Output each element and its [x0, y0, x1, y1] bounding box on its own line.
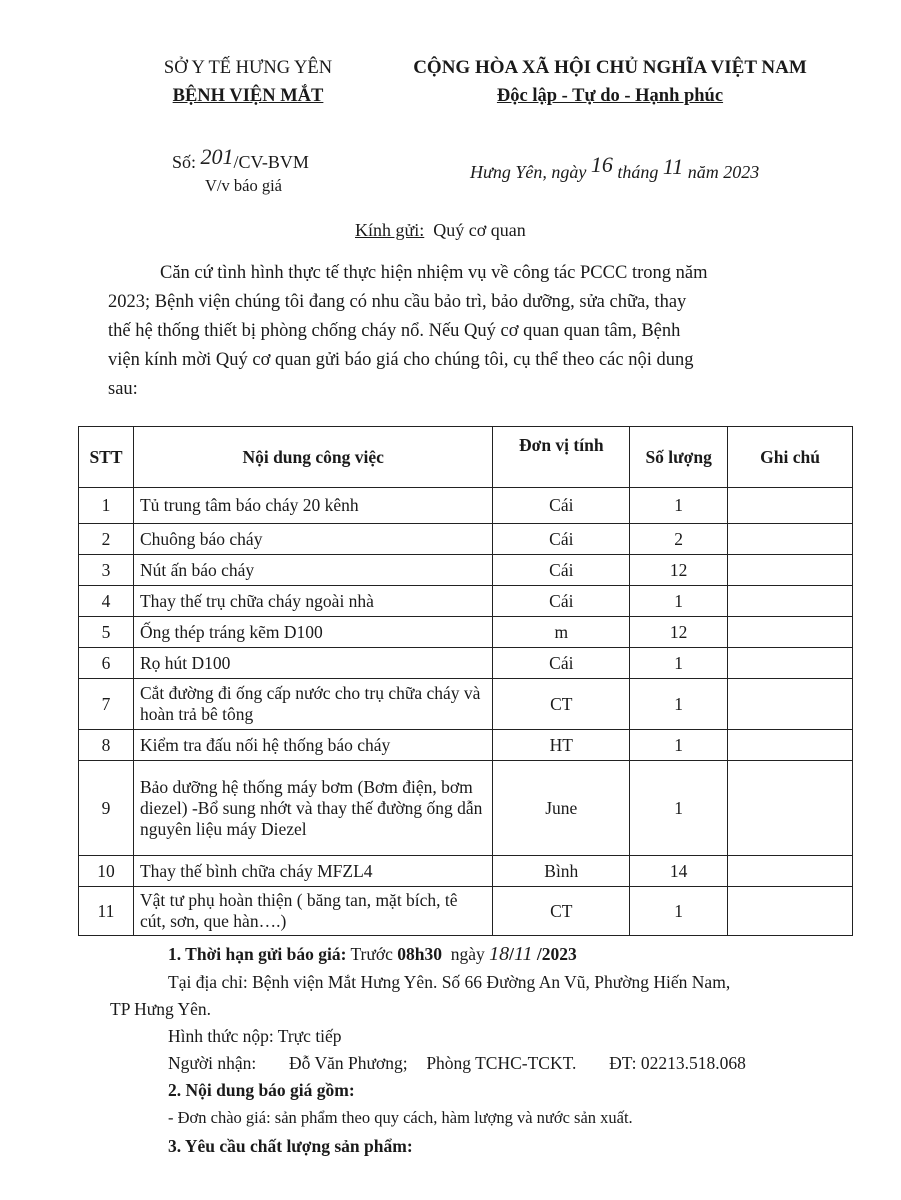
row-note — [728, 524, 853, 555]
row-content: Bảo dưỡng hệ thống máy bơm (Bơm điện, bơm diezel) -Bổ sung nhớt và thay thế đường ống dẫn nguyên liệu máy Diezel — [133, 761, 492, 856]
address-line-2: TP Hưng Yên. — [110, 999, 212, 1019]
table-row — [79, 555, 853, 586]
table-row — [79, 488, 853, 524]
intro-line: viện kính mời Quý cơ quan gửi báo giá cho chúng tôi, cụ thể theo các nội dung — [108, 350, 694, 370]
hospital-name-text: BỆNH VIỆN MẮT — [172, 86, 324, 106]
row-qty: 1 — [630, 730, 728, 761]
row-qty: 1 — [630, 761, 728, 856]
row-content: Vật tư phụ hoàn thiện ( băng tan, mặt bích, tê cút, sơn, que hàn….) — [133, 887, 492, 936]
row-note — [728, 555, 853, 586]
hospital-name — [128, 86, 368, 107]
row-note — [728, 679, 853, 730]
greeting-recipient: Quý cơ quan — [433, 220, 526, 240]
table-row — [79, 524, 853, 555]
row-stt: 3 — [79, 555, 134, 586]
row-unit: Cái — [493, 524, 630, 555]
row-stt: 1 — [79, 488, 134, 524]
table-header-row — [79, 427, 853, 488]
intro-line: Căn cứ tình hình thực tế thực hiện nhiệm vụ về công tác PCCC trong năm — [160, 263, 708, 283]
row-unit: Cái — [493, 555, 630, 586]
row-qty: 1 — [630, 679, 728, 730]
row-stt: 8 — [79, 730, 134, 761]
row-content: Ống thép tráng kẽm D100 — [133, 617, 492, 648]
row-stt: 7 — [79, 679, 134, 730]
row-qty: 14 — [630, 856, 728, 887]
row-note — [728, 856, 853, 887]
table-row — [79, 730, 853, 761]
row-note — [728, 887, 853, 936]
table-row — [79, 586, 853, 617]
intro-line: sau: — [108, 379, 138, 399]
intro-paragraph — [108, 259, 853, 404]
row-stt: 11 — [79, 887, 134, 936]
row-note — [728, 488, 853, 524]
row-stt: 6 — [79, 648, 134, 679]
national-motto-text: Độc lập - Tự do - Hạnh phúc — [496, 86, 724, 106]
row-content: Thay thế bình chữa cháy MFZL4 — [133, 856, 492, 887]
section-3-title: 3. Yêu cầu chất lượng sản phẩm: — [168, 1136, 413, 1156]
row-content: Thay thế trụ chữa cháy ngoài nhà — [133, 586, 492, 617]
row-unit: Cái — [493, 648, 630, 679]
table-row — [79, 856, 853, 887]
quotation-table — [78, 426, 853, 936]
header-content: Nội dung công việc — [133, 427, 492, 488]
row-unit: Cái — [493, 586, 630, 617]
row-note — [728, 617, 853, 648]
row-qty: 12 — [630, 617, 728, 648]
receiver-name: Đỗ Văn Phương; — [289, 1053, 408, 1073]
row-stt: 9 — [79, 761, 134, 856]
date-day-handwritten: 16 — [590, 152, 613, 177]
section-1-title: 1. Thời hạn gửi báo giá: — [168, 944, 347, 964]
receiver-dept: Phòng TCHC-TCKT. — [426, 1053, 577, 1073]
table-row — [79, 617, 853, 648]
section-2-title: 2. Nội dung báo giá gồm: — [168, 1080, 355, 1100]
document-date — [470, 152, 760, 184]
deadline-day-handwritten: 18 — [489, 943, 510, 965]
row-note — [728, 761, 853, 856]
row-qty: 1 — [630, 586, 728, 617]
row-unit: HT — [493, 730, 630, 761]
row-unit: Cái — [493, 488, 630, 524]
row-unit: June — [493, 761, 630, 856]
row-note — [728, 586, 853, 617]
section-2-item: - Đơn chào giá: sản phẩm theo quy cách, hàm lượng và nước sản xuất. — [168, 1108, 633, 1127]
row-qty: 1 — [630, 488, 728, 524]
row-stt: 4 — [79, 586, 134, 617]
date-place: Hưng Yên, ngày — [470, 162, 587, 182]
row-qty: 1 — [630, 648, 728, 679]
row-content: Nút ấn báo cháy — [133, 555, 492, 586]
row-unit: CT — [493, 887, 630, 936]
row-unit: m — [493, 617, 630, 648]
row-stt: 10 — [79, 856, 134, 887]
date-month-label: tháng — [617, 162, 659, 182]
row-qty: 12 — [630, 555, 728, 586]
row-unit: Bình — [493, 856, 630, 887]
greeting — [355, 220, 526, 241]
greeting-label: Kính gửi: — [355, 220, 425, 240]
table-row — [79, 761, 853, 856]
row-stt: 5 — [79, 617, 134, 648]
row-qty: 2 — [630, 524, 728, 555]
deadline-year: /2023 — [536, 944, 577, 964]
row-unit: CT — [493, 679, 630, 730]
doc-number-handwritten: 201 — [200, 144, 234, 169]
row-content: Tủ trung tâm báo cháy 20 kênh — [133, 488, 492, 524]
address-line: Tại địa chỉ: Bệnh viện Mắt Hưng Yên. Số 66 Đường An Vũ, Phường Hiến Nam, — [168, 972, 731, 992]
section-1-deadline: 1. Thời hạn gửi báo giá: Trước 08h30 ngày 18/11 /2023 — [168, 943, 577, 965]
deadline-before: Trước — [350, 944, 393, 964]
header-unit: Đơn vị tính — [493, 427, 630, 488]
row-note — [728, 648, 853, 679]
row-stt: 2 — [79, 524, 134, 555]
deadline-day-label: ngày — [450, 944, 485, 964]
header-note: Ghi chú — [728, 427, 853, 488]
row-note — [728, 730, 853, 761]
row-content: Rọ hút D100 — [133, 648, 492, 679]
document-subject: V/v báo giá — [205, 176, 282, 195]
national-motto — [390, 86, 830, 107]
document-number — [172, 144, 309, 174]
national-title: CỘNG HÒA XÃ HỘI CHỦ NGHĨA VIỆT NAM — [413, 57, 807, 78]
deadline-time: 08h30 — [397, 944, 442, 964]
header-stt: STT — [79, 427, 134, 488]
row-content: Kiểm tra đấu nối hệ thống báo cháy — [133, 730, 492, 761]
date-month-handwritten: 11 — [662, 154, 684, 179]
receiver-phone: ĐT: 02213.518.068 — [609, 1053, 746, 1073]
row-content: Chuông báo cháy — [133, 524, 492, 555]
row-qty: 1 — [630, 887, 728, 936]
table-row — [79, 648, 853, 679]
table-row — [79, 887, 853, 936]
deadline-month-handwritten: 11 — [514, 943, 533, 965]
table-row — [79, 679, 853, 730]
date-year: năm 2023 — [687, 162, 760, 182]
doc-number-suffix: /CV-BVM — [233, 152, 309, 172]
receiver-line — [168, 1053, 808, 1074]
intro-line: thế hệ thống thiết bị phòng chống cháy nổ. Nếu Quý cơ quan quan tâm, Bệnh — [108, 321, 681, 341]
submit-method: Hình thức nộp: Trực tiếp — [168, 1026, 342, 1046]
header-qty: Số lượng — [630, 427, 728, 488]
intro-line: 2023; Bệnh viện chúng tôi đang có nhu cầu bảo trì, bảo dưỡng, sửa chữa, thay — [108, 292, 687, 312]
row-content: Cắt đường đi ống cấp nước cho trụ chữa cháy và hoàn trả bê tông — [133, 679, 492, 730]
doc-number-prefix: Số: — [172, 152, 197, 172]
receiver-label: Người nhận: — [168, 1053, 257, 1073]
agency-name: SỞ Y TẾ HƯNG YÊN — [163, 58, 333, 78]
